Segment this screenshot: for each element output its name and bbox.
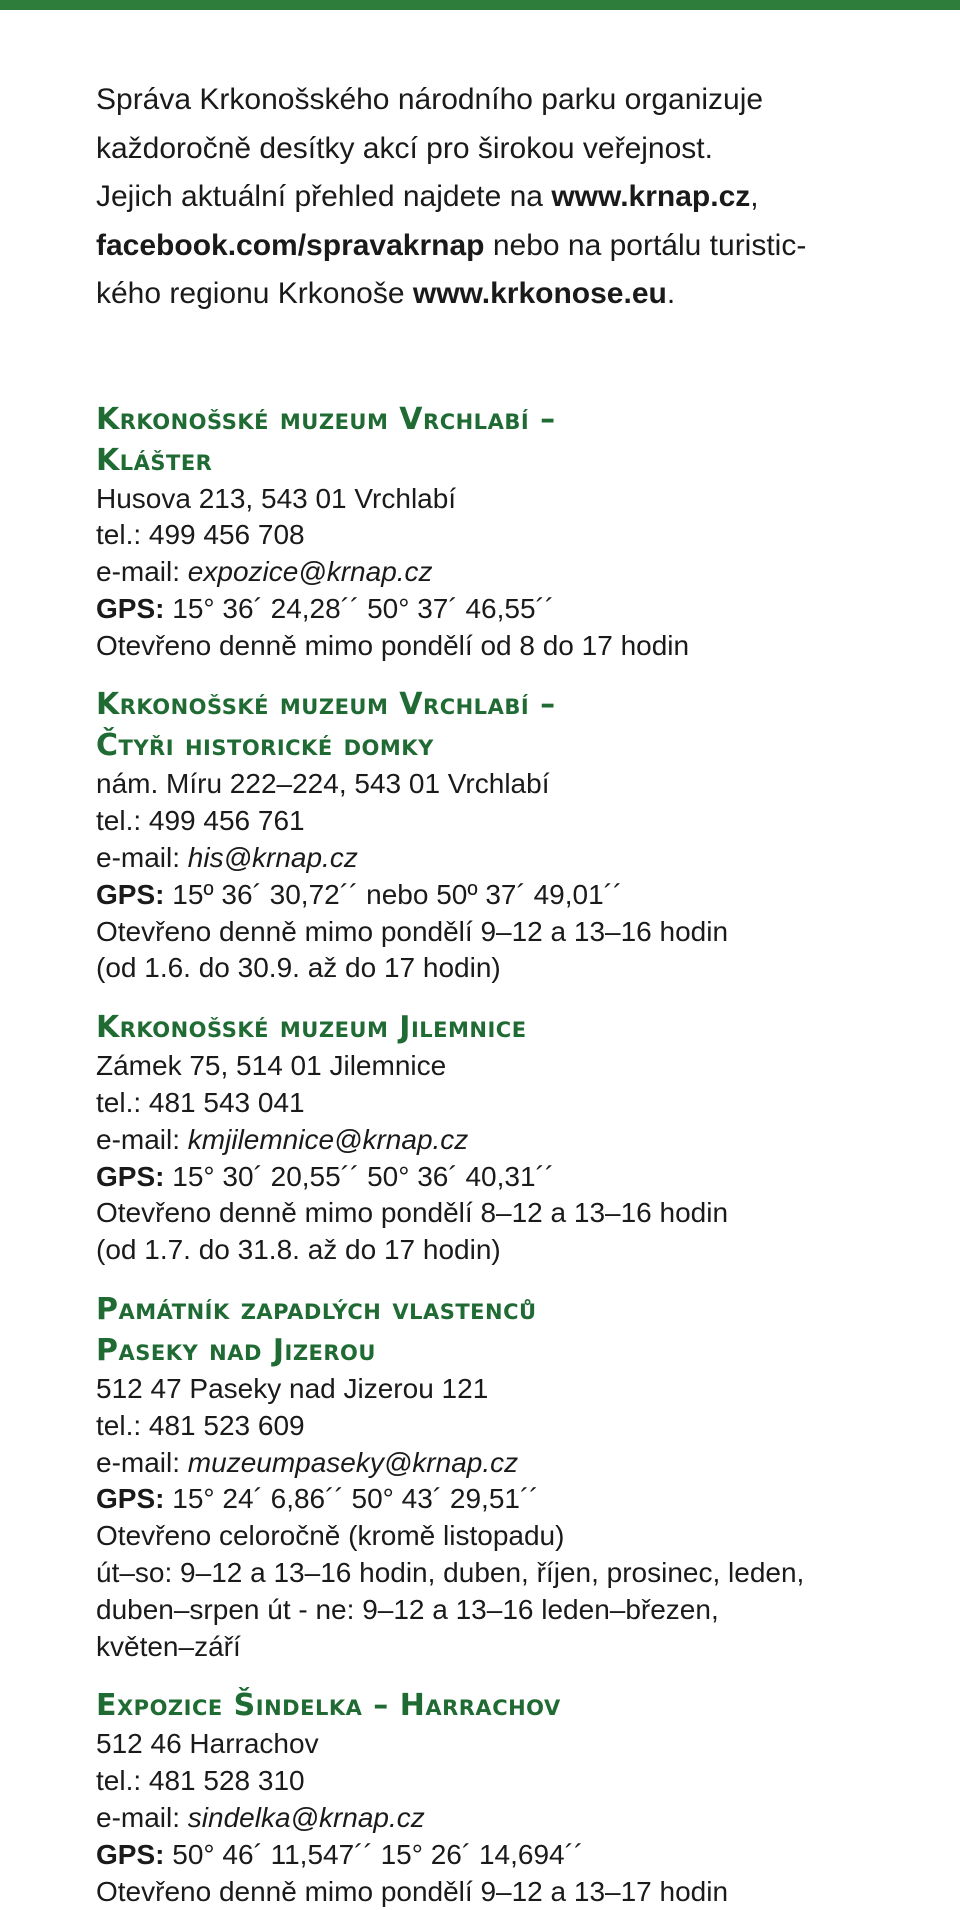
gps-line [96,877,916,914]
page-content [96,76,916,1910]
email-link[interactable]: his@krnap.cz [187,842,358,874]
gps-label: GPS: [96,1483,165,1515]
address: 512 47 Paseky nad Jizerou 121 [96,1373,489,1405]
email-line [96,840,916,877]
intro-text: kého regionu Krkonoše [96,277,413,310]
opening-hours-note: út–so: 9–12 a 13–16 hodin, duben, říjen, prosinec, leden, [96,1557,805,1589]
intro-line-2: každoročně desítky akcí pro širokou veřejnost. [96,131,713,165]
phone: tel.: 481 543 041 [96,1087,305,1119]
email-label: e-mail: [96,1123,188,1155]
section-heading: Klášter [96,442,213,478]
gps-label: GPS: [96,1838,165,1870]
email-label: e-mail: [96,1446,188,1478]
opening-hours: Otevřeno celoročně (kromě listopadu) [96,1520,565,1552]
section-muzeum-vrchlabi-klaster [96,399,916,665]
section-muzeum-jilemnice [96,1007,916,1269]
phone: tel.: 481 523 609 [96,1409,305,1441]
opening-hours-note: (od 1.6. do 30.9. až do 17 hodin) [96,952,501,984]
gps-line [96,1159,916,1196]
gps-line [96,1481,916,1518]
opening-hours: Otevřeno denně mimo pondělí od 8 do 17 hodin [96,629,690,661]
phone: tel.: 499 456 761 [96,805,305,837]
section-heading: Expozice Šindelka – Harrachov [96,1688,561,1724]
email-label: e-mail: [96,842,188,874]
intro-paragraph [96,76,916,319]
intro-text: , [750,180,759,213]
top-green-rule [0,0,960,10]
email-link[interactable]: kmjilemnice@krnap.cz [187,1123,469,1155]
opening-hours-note: květen–září [96,1630,241,1662]
gps-value: 15º 36´ 30,72´´ nebo 50º 37´ 49,01´´ [164,878,623,910]
email-link[interactable]: expozice@krnap.cz [187,556,433,588]
intro-line-4 [96,222,916,271]
phone: tel.: 481 528 310 [96,1765,305,1797]
link-krkonose[interactable]: www.krkonose.eu [412,277,667,310]
email-label: e-mail: [96,556,188,588]
section-muzeum-vrchlabi-domky [96,684,916,987]
link-krnap[interactable]: www.krnap.cz [551,180,751,213]
address: nám. Míru 222–224, 543 01 Vrchlabí [96,768,550,800]
opening-hours: Otevřeno denně mimo pondělí 9–12 a 13–16 hodin [96,915,729,947]
intro-line-3 [96,173,916,222]
gps-label: GPS: [96,1160,165,1192]
gps-line [96,591,916,628]
gps-value: 50° 46´ 11,547´´ 15° 26´ 14,694´´ [164,1838,584,1870]
intro-text: nebo na portálu turistic- [484,228,807,262]
section-heading: Krkonošské muzeum Vrchlabí – [96,401,556,437]
gps-label: GPS: [96,592,165,624]
email-line [96,1800,916,1837]
opening-hours: Otevřeno denně mimo pondělí 8–12 a 13–16 hodin [96,1197,729,1229]
opening-hours-note: (od 1.7. do 31.8. až do 17 hodin) [96,1234,501,1266]
intro-text: Jejich aktuální přehled najdete na [96,180,552,213]
phone: tel.: 499 456 708 [96,519,305,551]
section-expozice-sindelka [96,1685,916,1910]
email-label: e-mail: [96,1802,188,1834]
gps-value: 15° 36´ 24,28´´ 50° 37´ 46,55´´ [164,592,555,624]
section-heading: Paseky nad Jizerou [96,1333,376,1369]
opening-hours-note: duben–srpen út - ne: 9–12 a 13–16 leden–březen, [96,1593,719,1625]
section-heading: Památník zapadlých vlastenců [96,1292,537,1328]
intro-line-5 [96,270,916,319]
gps-label: GPS: [96,878,165,910]
gps-value: 15° 30´ 20,55´´ 50° 36´ 40,31´´ [164,1160,555,1192]
email-link[interactable]: sindelka@krnap.cz [187,1802,425,1834]
email-line [96,554,916,591]
intro-text: . [666,277,676,310]
gps-line [96,1837,916,1874]
section-heading: Krkonošské muzeum Vrchlabí – [96,687,556,723]
email-link[interactable]: muzeumpaseky@krnap.cz [187,1446,519,1478]
email-line [96,1122,916,1159]
section-heading: Čtyři historické domky [96,728,434,764]
address: Zámek 75, 514 01 Jilemnice [96,1050,447,1082]
intro-line-1: Správa Krkonošského národního parku organizuje [96,83,764,116]
section-pamatnik-paseky [96,1289,916,1665]
opening-hours: Otevřeno denně mimo pondělí 9–12 a 13–17 hodin [96,1875,729,1907]
address: 512 46 Harrachov [96,1728,319,1760]
email-line [96,1445,916,1482]
address: Husova 213, 543 01 Vrchlabí [96,482,457,514]
link-facebook[interactable]: facebook.com/spravakrnap [96,228,485,262]
section-heading: Krkonošské muzeum Jilemnice [96,1010,527,1046]
gps-value: 15° 24´ 6,86´´ 50° 43´ 29,51´´ [164,1483,539,1515]
